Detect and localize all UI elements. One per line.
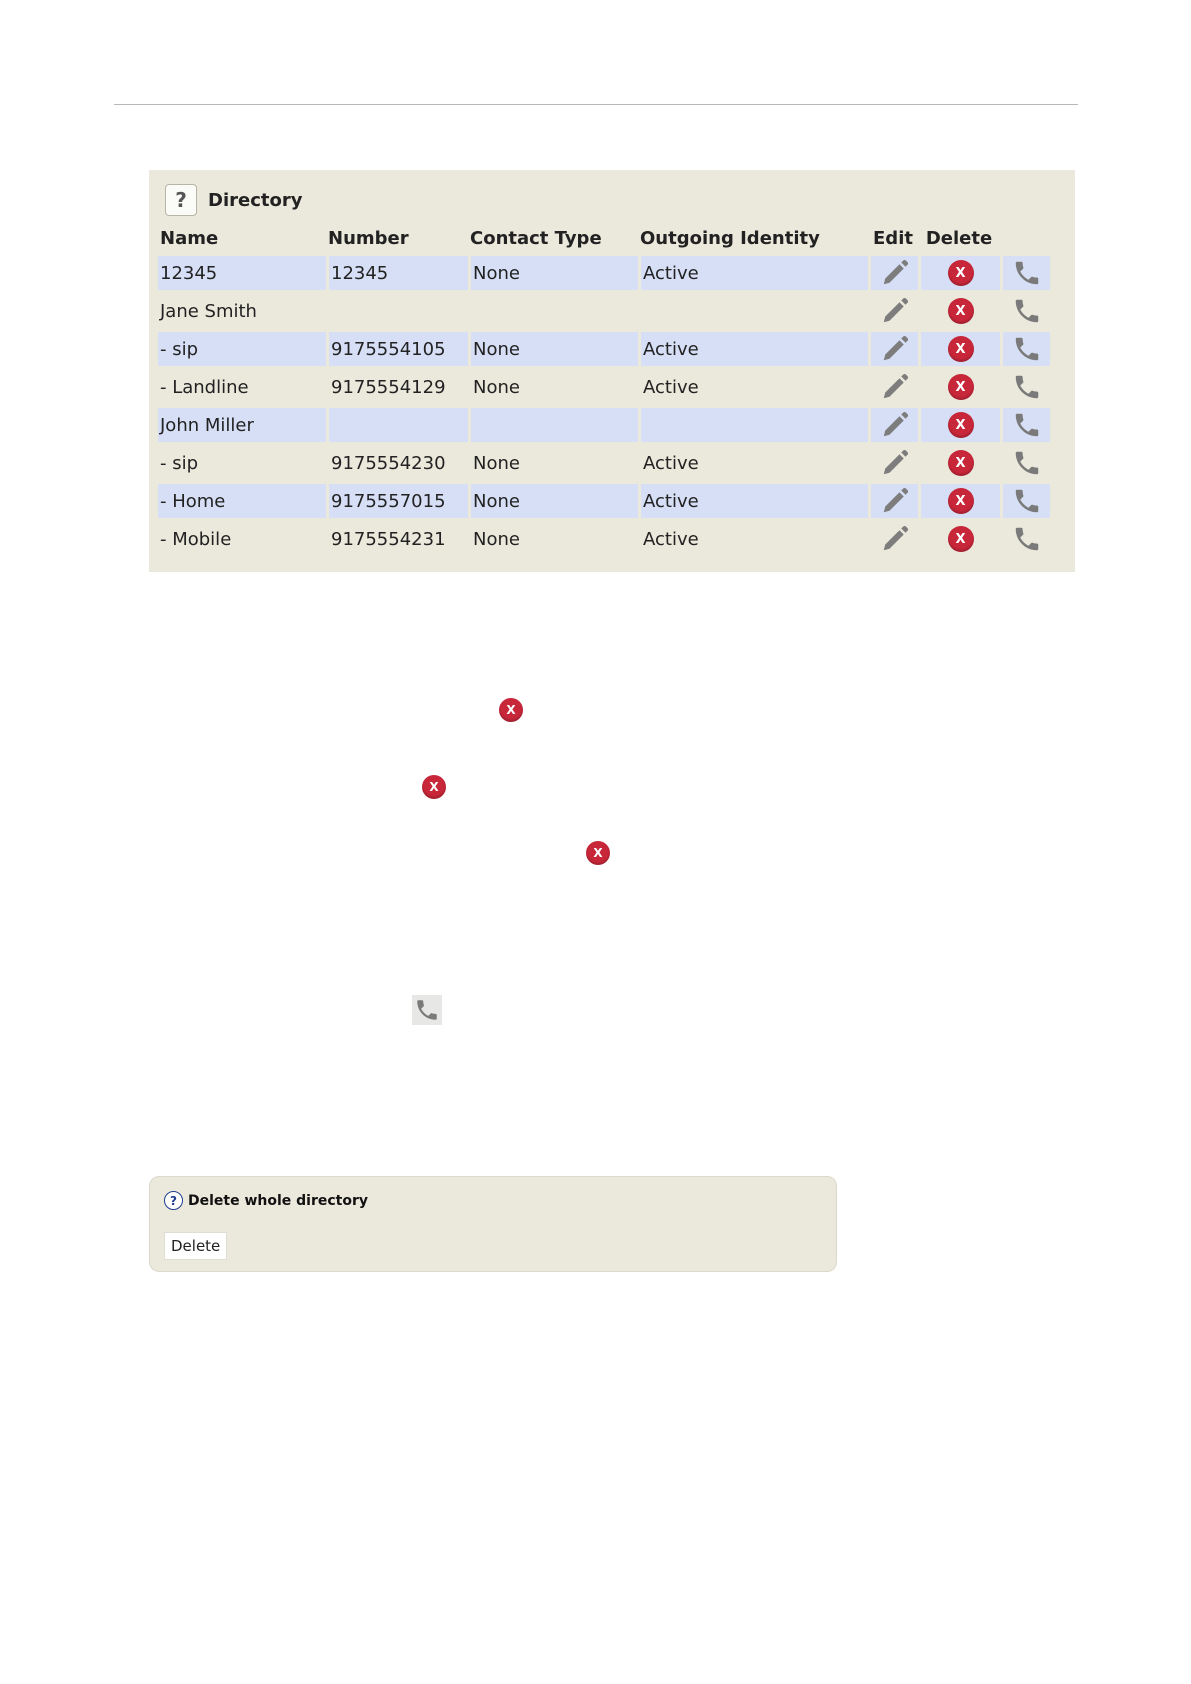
phone-icon-graphic: [1012, 296, 1042, 326]
column-header-edit: Edit: [873, 227, 913, 249]
table-row: [158, 484, 1050, 522]
phone-icon[interactable]: [1012, 490, 1042, 511]
column-header-number: Number: [328, 227, 409, 249]
cell-number: 9175554230: [326, 446, 468, 484]
help-icon[interactable]: ?: [164, 1191, 183, 1210]
cell-contact-type: None: [468, 522, 638, 560]
delete-button[interactable]: [918, 522, 1000, 560]
pencil-icon-graphic: [880, 448, 910, 478]
cell-outgoing-identity: [638, 408, 868, 446]
help-icon[interactable]: ?: [165, 184, 197, 216]
delete-button[interactable]: [918, 256, 1000, 294]
phone-icon[interactable]: [1012, 262, 1042, 283]
table-header-row: [158, 220, 1050, 256]
delete-button[interactable]: [918, 446, 1000, 484]
pencil-icon-graphic: [880, 410, 910, 440]
table-body: [158, 256, 1050, 560]
cell-contact-type: None: [468, 256, 638, 294]
cell-number: 9175554105: [326, 332, 468, 370]
delete-button[interactable]: [918, 294, 1000, 332]
delete-x-glyph: X: [586, 841, 610, 865]
call-button[interactable]: [1000, 294, 1050, 332]
edit-button[interactable]: [868, 294, 918, 332]
cell-number: 12345: [326, 256, 468, 294]
cell-outgoing-identity: [638, 294, 868, 332]
pencil-icon[interactable]: [880, 300, 910, 321]
edit-button[interactable]: [868, 446, 918, 484]
phone-icon-graphic: [1012, 372, 1042, 402]
delete-x-glyph: X: [499, 698, 523, 722]
cell-name: 12345: [158, 256, 326, 294]
phone-icon-graphic: [1012, 258, 1042, 288]
pencil-icon[interactable]: [880, 414, 910, 435]
delete-x-icon[interactable]: X: [948, 336, 974, 362]
cell-outgoing-identity: Active: [638, 522, 868, 560]
phone-icon-graphic: [1012, 334, 1042, 364]
edit-button[interactable]: [868, 408, 918, 446]
pencil-icon-graphic: [880, 372, 910, 402]
call-button[interactable]: [1000, 332, 1050, 370]
delete-x-icon[interactable]: X: [948, 526, 974, 552]
cell-number: 9175554129: [326, 370, 468, 408]
table-row: [158, 256, 1050, 294]
cell-name: - Home: [158, 484, 326, 522]
table-row: [158, 332, 1050, 370]
delete-button[interactable]: [918, 332, 1000, 370]
delete-x-icon[interactable]: X: [948, 488, 974, 514]
cell-contact-type: None: [468, 484, 638, 522]
pencil-icon-graphic: [880, 296, 910, 326]
delete-x-icon[interactable]: X: [948, 450, 974, 476]
phone-icon[interactable]: [1012, 452, 1042, 473]
column-header-call: [1000, 220, 1050, 256]
call-button[interactable]: [1000, 370, 1050, 408]
delete-button[interactable]: [918, 484, 1000, 522]
pencil-icon-graphic: [880, 258, 910, 288]
delete-x-icon: [586, 841, 610, 865]
phone-icon: [412, 995, 442, 1025]
column-header-delete: Delete: [925, 227, 993, 249]
cell-outgoing-identity: Active: [638, 484, 868, 522]
phone-icon[interactable]: [1012, 528, 1042, 549]
table-row: [158, 522, 1050, 560]
delete-button[interactable]: [918, 408, 1000, 446]
phone-icon[interactable]: [1012, 414, 1042, 435]
cell-name: - sip: [158, 446, 326, 484]
table-row: [158, 294, 1050, 332]
call-button[interactable]: [1000, 446, 1050, 484]
pencil-icon-graphic: [880, 486, 910, 516]
directory-panel: [149, 170, 1075, 572]
phone-icon-graphic: [1012, 410, 1042, 440]
call-button[interactable]: [1000, 256, 1050, 294]
cell-name: John Miller: [158, 408, 326, 446]
delete-x-icon[interactable]: X: [948, 412, 974, 438]
directory-header: [165, 183, 302, 217]
delete-x-icon: [499, 698, 523, 722]
cell-number: 9175557015: [326, 484, 468, 522]
cell-contact-type: [468, 294, 638, 332]
delete-x-icon[interactable]: X: [948, 298, 974, 324]
cell-name: Jane Smith: [158, 294, 326, 332]
pencil-icon-graphic: [880, 334, 910, 364]
edit-button[interactable]: [868, 332, 918, 370]
top-divider: [114, 104, 1078, 105]
phone-icon-graphic: [1012, 448, 1042, 478]
pencil-icon-graphic: [880, 524, 910, 554]
directory-table: [158, 220, 1050, 560]
pencil-icon[interactable]: [880, 528, 910, 549]
delete-x-icon[interactable]: X: [948, 260, 974, 286]
table-row: [158, 370, 1050, 408]
edit-button[interactable]: [868, 484, 918, 522]
edit-button[interactable]: [868, 522, 918, 560]
cell-name: - Mobile: [158, 522, 326, 560]
phone-icon[interactable]: [1012, 376, 1042, 397]
directory-title: Directory: [208, 189, 303, 211]
cell-outgoing-identity: Active: [638, 370, 868, 408]
edit-button[interactable]: [868, 370, 918, 408]
phone-icon-graphic: [1012, 524, 1042, 554]
cell-number: 9175554231: [326, 522, 468, 560]
cell-name: - sip: [158, 332, 326, 370]
delete-directory-button[interactable]: Delete: [164, 1232, 227, 1260]
cell-contact-type: [468, 408, 638, 446]
column-header-contact-type: Contact Type: [470, 227, 602, 249]
delete-x-icon: [422, 775, 446, 799]
call-button[interactable]: [1000, 408, 1050, 446]
delete-button[interactable]: [918, 370, 1000, 408]
delete-x-glyph: X: [422, 775, 446, 799]
phone-icon-graphic: [1012, 486, 1042, 516]
pencil-icon[interactable]: [880, 338, 910, 359]
phone-icon[interactable]: [1012, 338, 1042, 359]
pencil-icon[interactable]: [880, 376, 910, 397]
pencil-icon[interactable]: [880, 452, 910, 473]
cell-number: [326, 408, 468, 446]
cell-outgoing-identity: Active: [638, 446, 868, 484]
cell-contact-type: None: [468, 446, 638, 484]
phone-icon[interactable]: [1012, 300, 1042, 321]
delete-directory-title: Delete whole directory: [188, 1192, 369, 1209]
pencil-icon[interactable]: [880, 262, 910, 283]
cell-number: [326, 294, 468, 332]
cell-outgoing-identity: Active: [638, 256, 868, 294]
delete-directory-panel: [149, 1176, 837, 1272]
delete-x-icon[interactable]: X: [948, 374, 974, 400]
column-header-outgoing-identity: Outgoing Identity: [640, 227, 820, 249]
table-row: [158, 446, 1050, 484]
edit-button[interactable]: [868, 256, 918, 294]
cell-outgoing-identity: Active: [638, 332, 868, 370]
column-header-name: Name: [160, 227, 219, 249]
delete-directory-header: [164, 1191, 368, 1210]
table-row: [158, 408, 1050, 446]
cell-name: - Landline: [158, 370, 326, 408]
pencil-icon[interactable]: [880, 490, 910, 511]
call-button[interactable]: [1000, 484, 1050, 522]
call-button[interactable]: [1000, 522, 1050, 560]
cell-contact-type: None: [468, 370, 638, 408]
cell-contact-type: None: [468, 332, 638, 370]
phone-icon-graphic: [414, 997, 440, 1023]
